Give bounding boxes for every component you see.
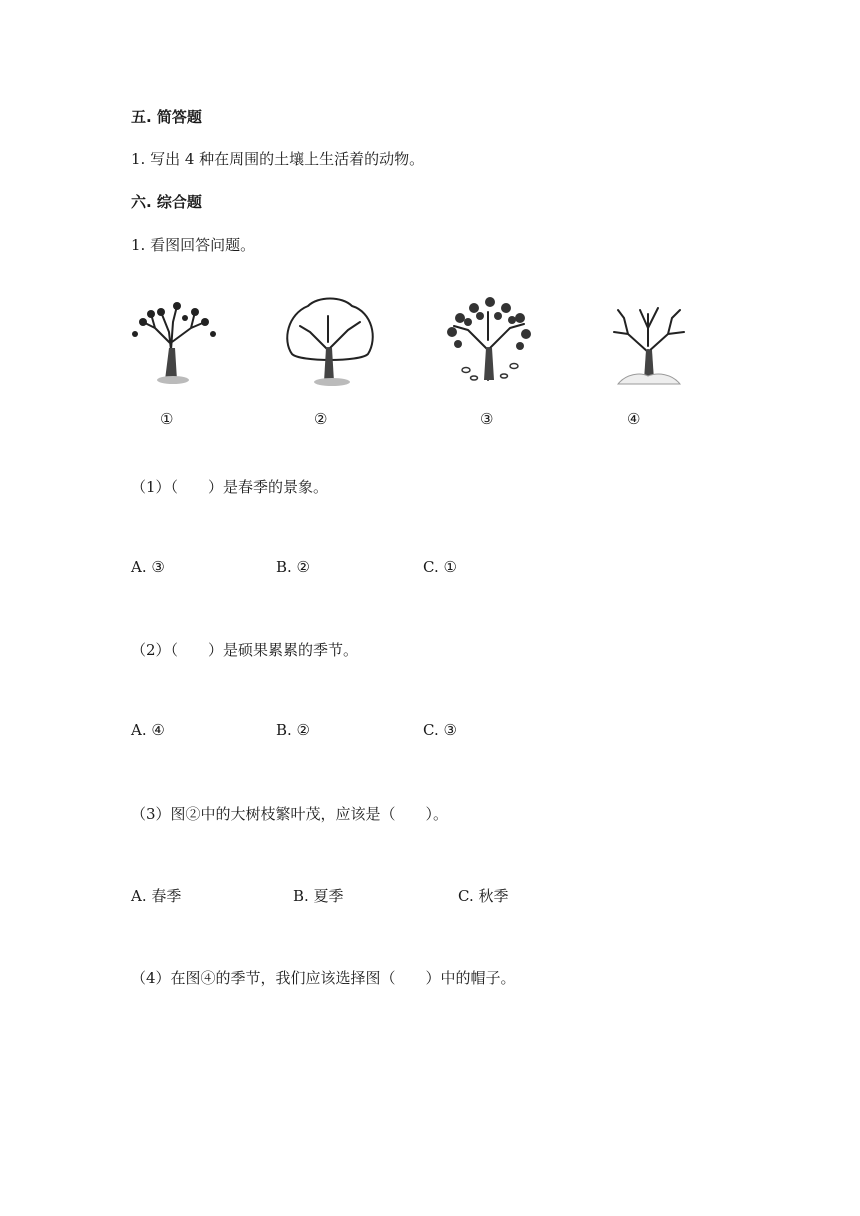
option-a[interactable]: A. ④ bbox=[131, 721, 165, 739]
figure-label-3: ③ bbox=[480, 410, 494, 428]
tree-image-3 bbox=[438, 292, 538, 388]
tree-image-1 bbox=[125, 292, 221, 386]
tree-image-2 bbox=[280, 292, 380, 388]
subquestion-3-stem: （3）图②中的大树枝繁叶茂，应该是（ ）。 bbox=[131, 805, 449, 823]
option-c[interactable]: C. 秋季 bbox=[458, 887, 509, 905]
option-c[interactable]: C. ① bbox=[423, 558, 457, 576]
figure-label-4: ④ bbox=[627, 410, 641, 428]
figure-label-1: ① bbox=[160, 410, 174, 428]
subquestion-1-stem: （1）（ ）是春季的景象。 bbox=[131, 478, 329, 496]
option-a[interactable]: A. 春季 bbox=[131, 887, 182, 905]
option-b[interactable]: B. ② bbox=[276, 721, 311, 739]
section5-heading: 五. 简答题 bbox=[131, 108, 202, 126]
option-c[interactable]: C. ③ bbox=[423, 721, 457, 739]
subquestion-2-stem: （2）（ ）是硕果累累的季节。 bbox=[131, 641, 359, 659]
question-text: 1. 看图回答问题。 bbox=[131, 236, 256, 254]
question-text: 1. 写出 4 种在周围的土壤上生活着的动物。 bbox=[131, 150, 425, 168]
tree-image-4 bbox=[600, 292, 696, 388]
figure-label-2: ② bbox=[314, 410, 328, 428]
subquestion-4-stem: （4）在图④的季节，我们应该选择图（ ）中的帽子。 bbox=[131, 969, 516, 987]
option-b[interactable]: B. 夏季 bbox=[293, 887, 344, 905]
option-b[interactable]: B. ② bbox=[276, 558, 311, 576]
option-a[interactable]: A. ③ bbox=[131, 558, 165, 576]
section6-heading: 六. 综合题 bbox=[131, 193, 202, 211]
